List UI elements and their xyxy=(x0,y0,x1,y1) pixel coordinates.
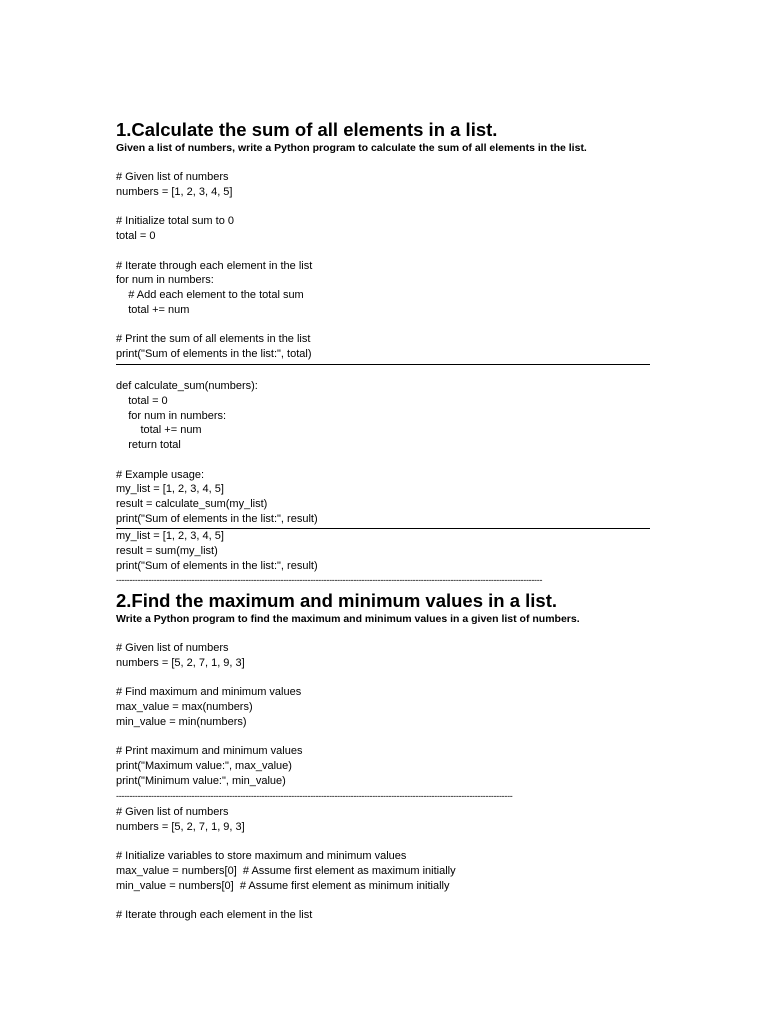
document-page xyxy=(116,0,656,1024)
section-1-title: 1.Calculate the sum of all elements in a list. xyxy=(116,119,498,140)
section-1-rule-1 xyxy=(116,364,650,365)
section-2-code-block-2: # Given list of numbers numbers = [5, 2, 7, 1, 9, 3] # Initialize variables to store maximum and minimum values max_value = numbers[0] # Assume first element as maximum initially min_value = numbers[0] # Assume first element as minimum initially # Iterate through each element in the list xyxy=(116,806,456,922)
section-1-subtitle: Given a list of numbers, write a Python program to calculate the sum of all elements in the list. xyxy=(116,142,587,154)
section-1-code-block-2: def calculate_sum(numbers): total = 0 for num in numbers: total += num return total # Example usage: my_list = [1, 2, 3, 4, 5] result = calculate_sum(my_list) print("Sum of elements in the list:", result) xyxy=(116,380,318,525)
section-2-separator: --------------------------------------------------------------------------------------------------------------------------------------------------- xyxy=(116,791,513,801)
section-1-code-block-1: # Given list of numbers numbers = [1, 2, 3, 4, 5] # Initialize total sum to 0 total = 0 # Iterate through each element in the list for num in numbers: # Add each element to the total sum total += num # Print the sum of all elements in the list print("Sum of elements in the list:", total) xyxy=(116,171,313,360)
section-2-code-block-1: # Given list of numbers numbers = [5, 2, 7, 1, 9, 3] # Find maximum and minimum values max_value = max(numbers) min_value = min(numbers) # Print maximum and minimum values print("Maximum value:", max_value) print("Minimum value:", min_value) xyxy=(116,642,303,787)
section-2-title: 2.Find the maximum and minimum values in a list. xyxy=(116,590,558,611)
section-1-code-block-3: my_list = [1, 2, 3, 4, 5] result = sum(my_list) print("Sum of elements in the list:", result) xyxy=(116,530,318,572)
section-2-subtitle: Write a Python program to find the maximum and minimum values in a given list of numbers. xyxy=(116,613,580,625)
section-separator: -------------------------------------------------------------------------------------------------------------------------------------------------------------- xyxy=(116,575,543,585)
